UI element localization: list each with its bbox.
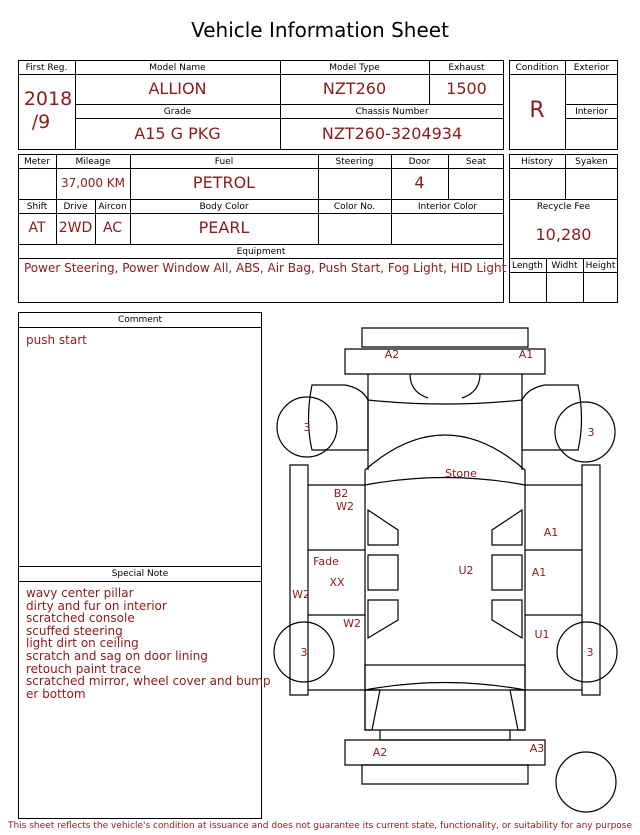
height-label: Height <box>585 261 616 271</box>
model-type-value: NZT260 <box>322 79 387 98</box>
comment-label: Comment <box>117 315 163 325</box>
model-name-value: ALLION <box>148 79 207 98</box>
right-a1-damage-b: A1 <box>531 566 547 579</box>
special-note-item: dirty and fur on interior <box>26 598 167 613</box>
exterior-label: Exterior <box>573 63 610 73</box>
w2-damage-b: W2 <box>343 617 361 630</box>
tire-rear-left: 3 <box>300 646 308 659</box>
special-note-item: scratch and sag on door lining <box>26 648 208 663</box>
equipment-label: Equipment <box>236 247 286 257</box>
fade-damage: Fade <box>313 555 339 568</box>
grade-value: A15 G PKG <box>134 124 221 143</box>
color-no-label: Color No. <box>333 202 376 212</box>
history-label: History <box>520 157 554 167</box>
right-a1-damage-a: A1 <box>543 526 559 539</box>
special-note-item: er bottom <box>26 686 86 701</box>
chassis-label: Chassis Number <box>355 107 429 117</box>
drive-value: 2WD <box>58 220 93 236</box>
door-label: Door <box>408 157 431 167</box>
syaken-label: Syaken <box>575 157 608 167</box>
tire-front-right: 3 <box>587 426 595 439</box>
special-note-list <box>26 587 271 700</box>
exhaust-label: Exhaust <box>448 63 485 73</box>
center-damage: U2 <box>458 564 474 577</box>
mileage-label: Mileage <box>75 157 111 167</box>
meter-label: Meter <box>23 157 51 167</box>
car-damage-diagram <box>270 318 620 820</box>
shift-value: AT <box>28 220 46 236</box>
special-note-item: scratched console <box>26 611 135 626</box>
special-note-item: scratched mirror, wheel cover and bump <box>26 674 271 689</box>
roof-damage: Stone <box>445 467 477 480</box>
seat-label: Seat <box>465 157 487 167</box>
aircon-label: Aircon <box>98 202 127 212</box>
grade-label: Grade <box>163 107 192 117</box>
front-right-damage: A1 <box>518 348 534 361</box>
body-color-label: Body Color <box>199 202 249 212</box>
model-type-label: Model Type <box>329 63 380 73</box>
recycle-fee-value: 10,280 <box>535 225 592 244</box>
first-reg-label: First Reg. <box>25 63 68 73</box>
special-note-item: light dirt on ceiling <box>26 636 139 651</box>
fuel-value: PETROL <box>192 173 256 192</box>
condition-label: Condition <box>515 63 559 73</box>
width-label: Widht <box>551 261 578 271</box>
shift-label: Shift <box>26 202 48 212</box>
rear-right-damage: A3 <box>529 742 545 755</box>
xx-damage: XX <box>329 576 345 589</box>
interior-color-label: Interior Color <box>417 202 478 212</box>
first-reg-year: 2018 <box>23 88 73 110</box>
disclaimer-footer: This sheet reflects the vehicle's condition at issuance and does not guarantee its current state, functionality, or suitability for any purpose <box>7 821 633 831</box>
special-note-item: scuffed steering <box>26 623 123 638</box>
page-title: Vehicle Information Sheet <box>191 18 449 42</box>
recycle-fee-label: Recycle Fee <box>536 202 591 212</box>
w2-left-damage: W2 <box>292 588 310 601</box>
drive-label: Drive <box>63 202 88 212</box>
model-name-label: Model Name <box>149 63 206 73</box>
comment-text: push start <box>26 333 87 347</box>
special-note-item: wavy center pillar <box>26 586 134 600</box>
u1-damage: U1 <box>534 628 550 641</box>
aircon-value: AC <box>102 220 123 236</box>
front-left-damage: A2 <box>384 348 400 361</box>
exhaust-value: 1500 <box>446 79 487 98</box>
rear-left-damage: A2 <box>372 746 388 759</box>
special-note-item: retouch paint trace <box>26 661 142 676</box>
chassis-value: NZT260-3204934 <box>321 124 463 143</box>
condition-value: R <box>529 98 545 123</box>
body-color-value: PEARL <box>198 218 250 237</box>
b2-damage: B2 <box>333 487 349 500</box>
interior-label: Interior <box>575 107 608 117</box>
equipment-value: Power Steering, Power Window All, ABS, Air Bag, Push Start, Fog Light, HID Light <box>24 261 507 275</box>
door-value: 4 <box>414 173 425 192</box>
length-label: Length <box>511 261 544 271</box>
first-reg-month: /9 <box>31 111 51 133</box>
special-note-label: Special Note <box>111 569 169 579</box>
mileage-value: 37,000 KM <box>60 176 126 190</box>
steering-label: Steering <box>335 157 374 167</box>
fuel-label: Fuel <box>214 157 234 167</box>
w2-damage-a: W2 <box>336 500 354 513</box>
tire-front-left: 3 <box>303 421 311 434</box>
tire-rear-right: 3 <box>586 646 594 659</box>
